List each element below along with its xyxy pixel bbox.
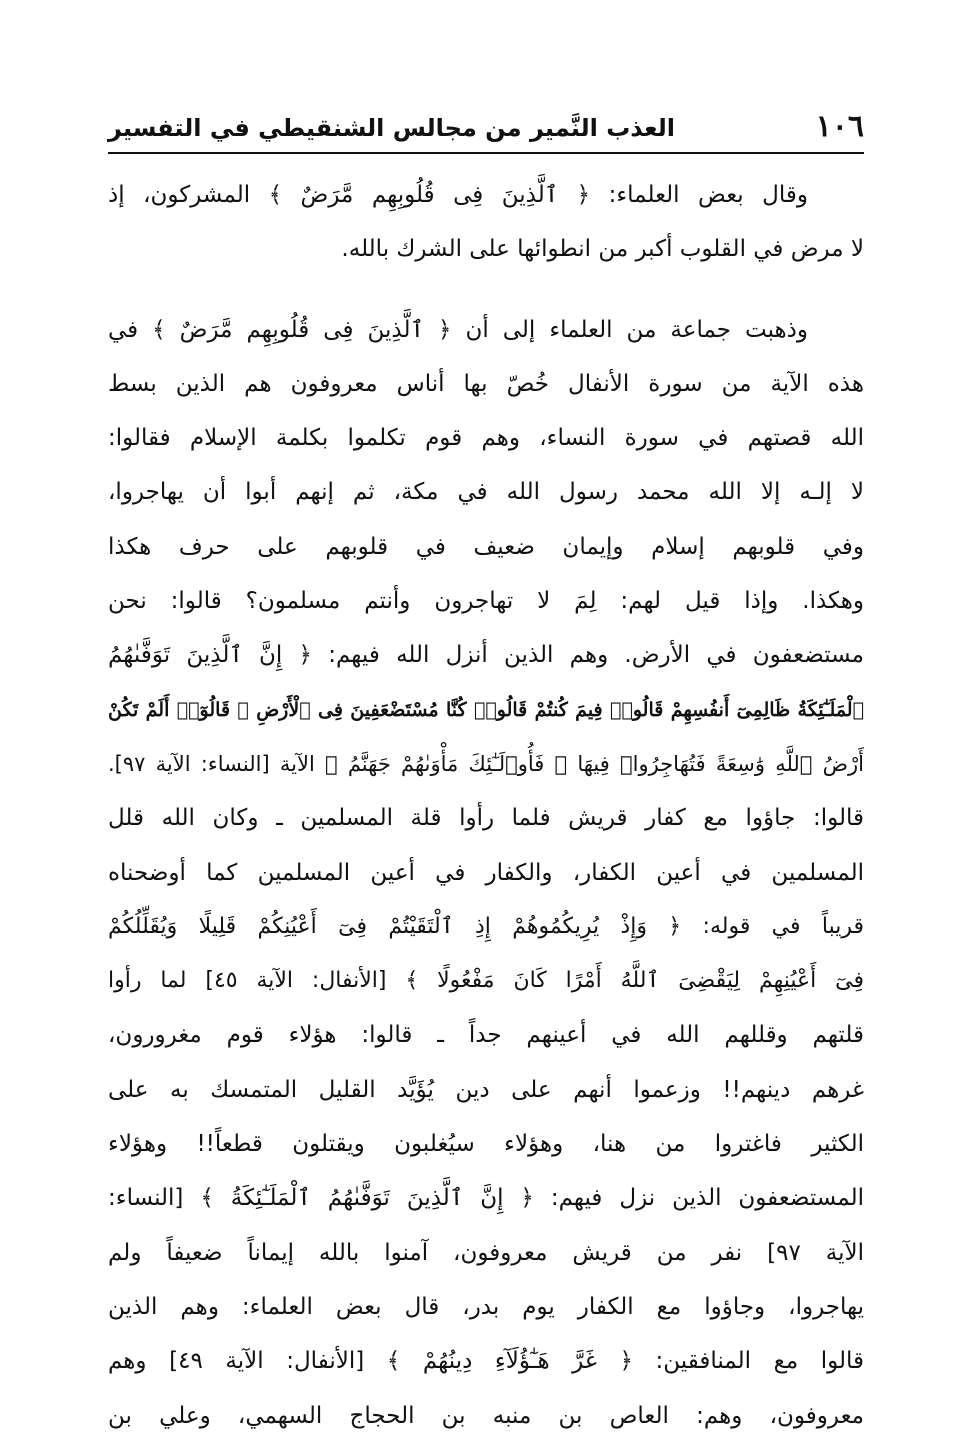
text-line: قلتهم وقللهم الله في أعينهم جداً ـ قالوا: هؤلاء قوم مغرورون، <box>108 1022 864 1049</box>
quran-verse-line: ٱلْمَلَـٰٓئِكَةُ ظَالِمِىٓ أَنفُسِهِمْ قَالُوا۟ فِيمَ كُنتُمْ قَالُوا۟ كُنَّا مُسْتَضْعَفِينَ فِى ٱلْأَرْضِ ۚ قَالُوٓا۟ أَلَمْ تَكُنْ <box>108 698 864 721</box>
text-line: لا مرض في القلوب أكبر من انطوائها على الشرك بالله. <box>341 236 864 263</box>
text-line: وفي قلوبهم إسلام وإيمان ضعيف في قلوبهم على حرف هكذا <box>108 533 864 560</box>
running-title: العذب النَّمير من مجالس الشنقيطي في التفسير <box>108 114 675 142</box>
text-line: مستضعفون في الأرض. وهم الذين أنزل الله فيهم: ﴿ إِنَّ ٱلَّذِينَ تَوَفَّىٰهُمُ <box>108 642 864 669</box>
text-line: وقال بعض العلماء: ﴿ ٱلَّذِينَ فِى قُلُوبِهِم مَّرَضٌ ﴾ المشركون، إذ <box>108 182 808 208</box>
text-line: معروفون، وهم: العاص بن منبه بن الحجاج السهمي، وعلي بن <box>108 1402 864 1429</box>
paragraph-gap <box>108 277 864 303</box>
page-header <box>108 108 864 154</box>
text-line: هذه الآية من سورة الأنفال خُصّ بها أناس معروفون هم الذين بسط <box>108 370 864 397</box>
text-line: قالوا: جاؤوا مع كفار قريش فلما رأوا قلة المسلمين ـ وكان الله قلل <box>108 805 864 832</box>
text-line: الله قصتهم في سورة النساء، وهم قوم تكلموا بكلمة الإسلام فقالوا: <box>108 425 864 452</box>
paragraph-2 <box>108 303 864 1443</box>
text-line: غرهم دينهم!! وزعموا أنهم على دين يُؤَيَّد القليل المتمسك به على <box>108 1076 864 1103</box>
text-line: قريباً في قوله: ﴿ وَإِذْ يُرِيكُمُوهُمْ إِذِ ٱلْتَقَيْتُمْ فِىٓ أَعْيُنِكُمْ قَلِيلًا وَيُقَلِّلُكُمْ <box>108 913 864 939</box>
text-line: وهكذا. وإذا قيل لهم: لِمَ لا تهاجرون وأنتم مسلمون؟ قالوا: نحن <box>108 588 864 615</box>
text-line: فِىٓ أَعْيُنِهِمْ لِيَقْضِىَ ٱللَّهُ أَمْرًا كَانَ مَفْعُولًا ﴾ [الأنفال: الآية ٤٥] لما رأوا <box>108 968 864 994</box>
text-line: الكثير فاغتروا من هنا، وهؤلاء سيُغلبون ويقتلون قطعاً!! وهؤلاء <box>108 1131 864 1158</box>
text-line: لا إلـه إلا الله محمد رسول الله في مكة، ثم إنهم أبوا أن يهاجروا، <box>108 479 864 506</box>
text-line: قالوا مع المنافقين: ﴿ غَرَّ هَـٰٓؤُلَآءِ دِينُهُمْ ﴾ [الأنفال: الآية ٤٩] وهم <box>108 1348 864 1375</box>
text-line: الآية ٩٧] نفر من قريش معروفون، آمنوا بالله إيماناً ضعيفاً ولم <box>108 1239 864 1266</box>
paragraph-1 <box>108 168 864 277</box>
text-line: وذهبت جماعة من العلماء إلى أن ﴿ ٱلَّذِينَ فِى قُلُوبِهِم مَّرَضٌ ﴾ في <box>108 316 808 343</box>
text-line: المستضعفون الذين نزل فيهم: ﴿ إِنَّ ٱلَّذِينَ تَوَفَّىٰهُمُ ٱلْمَلَـٰٓئِكَةُ ﴾ [النساء: <box>108 1185 864 1212</box>
body-text <box>108 168 864 1443</box>
header-rule <box>108 152 864 154</box>
text-line: أَرْضُ ٱللَّهِ وَٰسِعَةً فَتُهَاجِرُوا۟ فِيهَا ۚ فَأُو۟لَـٰٓئِكَ مَأْوَىٰهُمْ جَهَنَّمُ ﴾ الآية [النساء: الآية ٩٧]. <box>108 751 864 776</box>
page-number: ١٠٦ <box>815 109 864 144</box>
text-line: المسلمين في أعين الكفار، والكفار في أعين المسلمين كما أوضحناه <box>108 859 864 886</box>
text-line: يهاجروا، وجاؤوا مع الكفار يوم بدر، قال بعض العلماء: وهم الذين <box>108 1293 864 1320</box>
